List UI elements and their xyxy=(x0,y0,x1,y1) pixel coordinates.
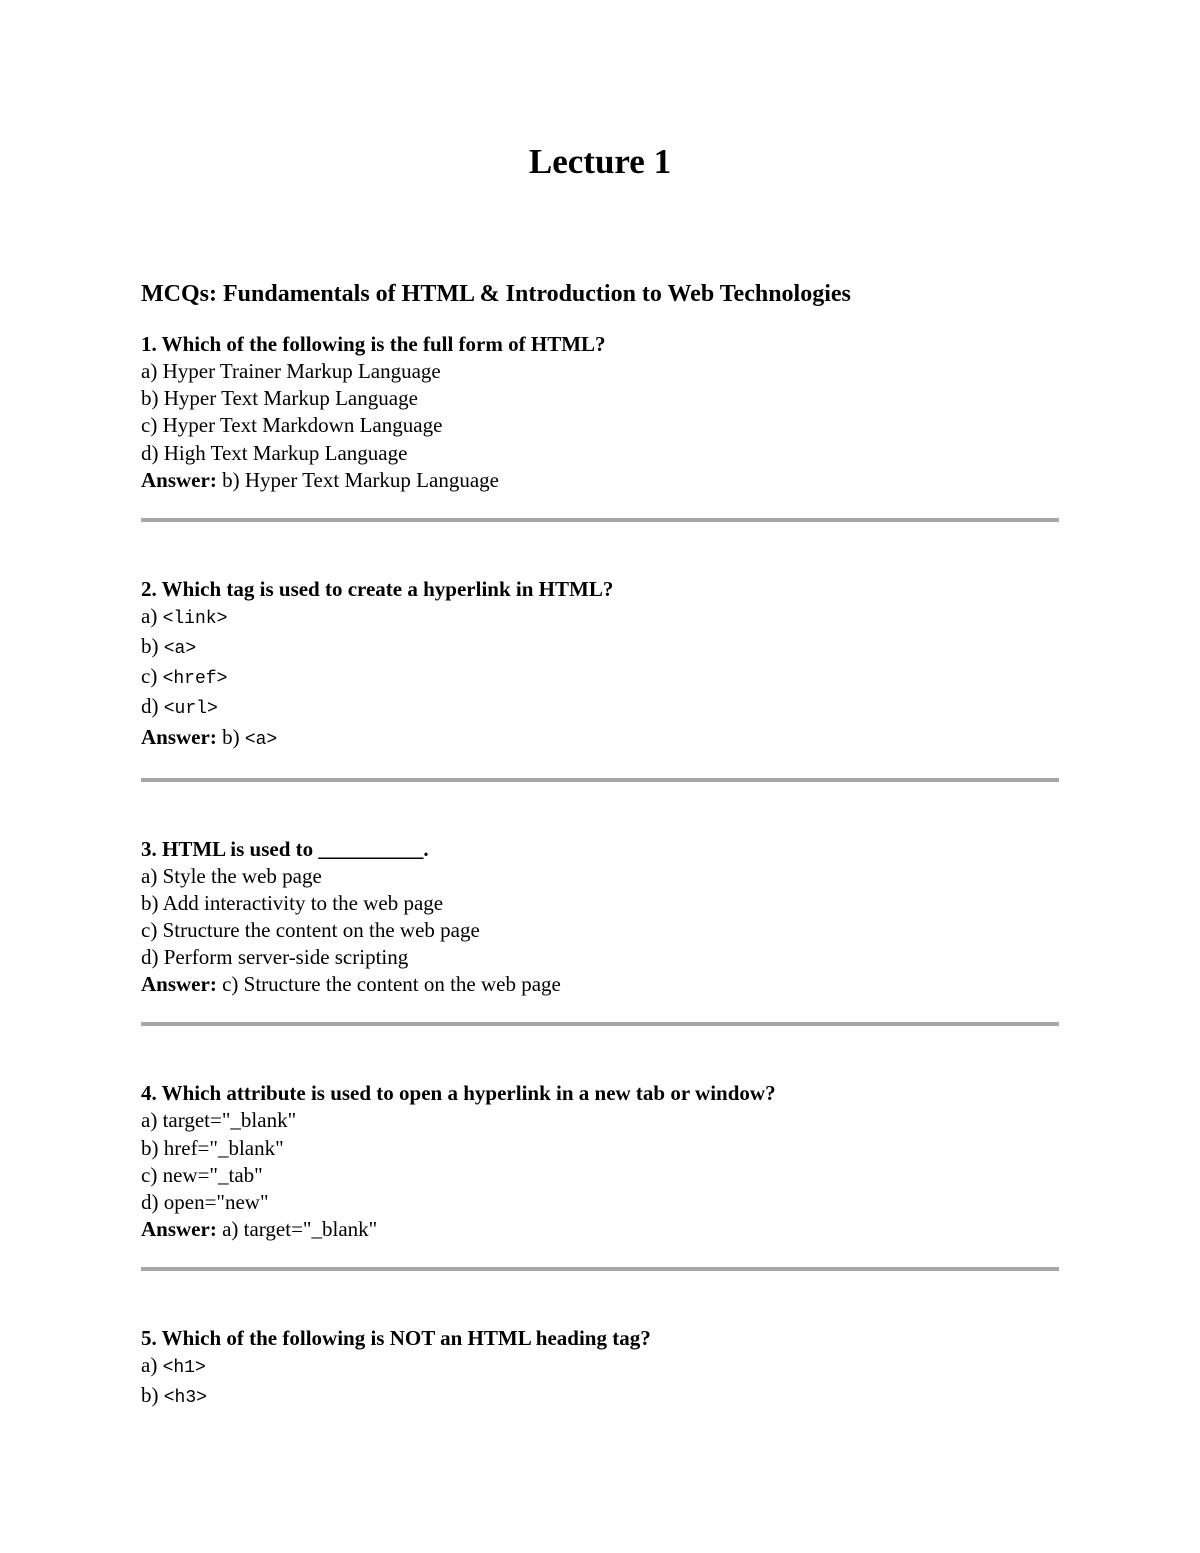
question-block xyxy=(141,1325,1059,1412)
question-text: 4. Which attribute is used to open a hyperlink in a new tab or window? xyxy=(141,1081,776,1106)
option-text: target="_blank" xyxy=(162,1108,297,1133)
option-prefix: b) xyxy=(141,890,163,915)
option-text: open="new" xyxy=(163,1190,269,1215)
option-prefix: d) xyxy=(141,1190,164,1215)
option-a xyxy=(141,603,1059,633)
option-b xyxy=(141,633,1059,663)
option-prefix: c) xyxy=(141,413,163,438)
option-d xyxy=(141,1189,1059,1216)
answer-label: Answer: xyxy=(141,1217,217,1242)
document-body xyxy=(141,277,1059,1413)
section-subtitle: MCQs: Fundamentals of HTML & Introduction to Web Technologies xyxy=(141,281,851,307)
option-prefix: d) xyxy=(141,694,164,719)
option-code: <h1> xyxy=(162,1358,206,1379)
option-text: Hyper Text Markup Language xyxy=(163,386,418,411)
option-c xyxy=(141,917,1059,944)
option-text: Structure the content on the web page xyxy=(162,918,480,943)
answer-line xyxy=(141,724,1059,754)
option-prefix: d) xyxy=(141,945,164,970)
option-text: new="_tab" xyxy=(162,1162,263,1187)
option-code: <link> xyxy=(162,608,228,629)
option-prefix: c) xyxy=(141,1162,163,1187)
option-a xyxy=(141,1107,1059,1134)
option-text: Hyper Text Markdown Language xyxy=(162,413,443,438)
option-prefix: b) xyxy=(141,386,164,411)
option-a xyxy=(141,863,1059,890)
option-text: Hyper Trainer Markup Language xyxy=(162,359,441,383)
answer-prefix: b) xyxy=(216,724,245,749)
answer-line xyxy=(141,971,1059,998)
option-text: Perform server-side scripting xyxy=(163,945,409,970)
option-b xyxy=(141,1135,1059,1162)
question-text: 2. Which tag is used to create a hyperlink in HTML? xyxy=(141,576,614,601)
answer-text: Structure the content on the web page xyxy=(243,972,561,997)
option-c xyxy=(141,1162,1059,1189)
horizontal-divider xyxy=(141,518,1059,522)
option-text: High Text Markup Language xyxy=(163,440,408,465)
option-d xyxy=(141,693,1059,723)
option-prefix: b) xyxy=(141,634,164,659)
question-block xyxy=(141,576,1059,754)
question-text: 5. Which of the following is NOT an HTML heading tag? xyxy=(141,1326,651,1351)
option-a xyxy=(141,1352,1059,1382)
option-text: Style the web page xyxy=(162,863,322,888)
option-prefix: d) xyxy=(141,440,164,465)
answer-prefix: c) xyxy=(216,972,244,997)
option-prefix: a) xyxy=(141,1353,163,1378)
option-c xyxy=(141,663,1059,693)
answer-code: <a> xyxy=(244,729,278,750)
option-prefix: c) xyxy=(141,664,163,689)
answer-prefix: a) xyxy=(216,1217,244,1242)
option-b xyxy=(141,1382,1059,1412)
horizontal-divider xyxy=(141,778,1059,782)
option-code: <url> xyxy=(163,699,218,720)
answer-label: Answer: xyxy=(141,467,217,492)
option-code: <a> xyxy=(163,639,197,660)
option-d xyxy=(141,440,1059,467)
question-text: 3. HTML is used to __________. xyxy=(141,836,429,861)
horizontal-divider xyxy=(141,1267,1059,1271)
option-b xyxy=(141,385,1059,412)
option-prefix: b) xyxy=(141,1135,164,1160)
page-title: Lecture 1 xyxy=(528,142,672,181)
option-prefix: c) xyxy=(141,918,163,943)
option-prefix: a) xyxy=(141,359,163,383)
answer-line xyxy=(141,467,1059,494)
option-text: href="_blank" xyxy=(163,1135,284,1160)
horizontal-divider xyxy=(141,1022,1059,1026)
option-text: Add interactivity to the web page xyxy=(162,890,444,915)
option-b xyxy=(141,890,1059,917)
answer-text: Hyper Text Markup Language xyxy=(244,467,499,492)
answer-label: Answer: xyxy=(141,724,217,749)
option-d xyxy=(141,944,1059,971)
question-block xyxy=(141,836,1059,999)
answer-prefix: b) xyxy=(216,467,245,492)
question-text: 1. Which of the following is the full form of HTML? xyxy=(141,332,606,356)
question-block xyxy=(141,331,1059,494)
answer-line xyxy=(141,1216,1059,1243)
option-prefix: a) xyxy=(141,603,163,628)
option-a xyxy=(141,358,1059,385)
option-code: <href> xyxy=(162,669,228,690)
option-prefix: a) xyxy=(141,863,163,888)
option-c xyxy=(141,412,1059,439)
answer-text: target="_blank" xyxy=(243,1217,378,1242)
option-code: <h3> xyxy=(163,1388,207,1409)
option-prefix: a) xyxy=(141,1108,163,1133)
option-prefix: b) xyxy=(141,1383,164,1408)
question-block xyxy=(141,1080,1059,1243)
answer-label: Answer: xyxy=(141,972,217,997)
